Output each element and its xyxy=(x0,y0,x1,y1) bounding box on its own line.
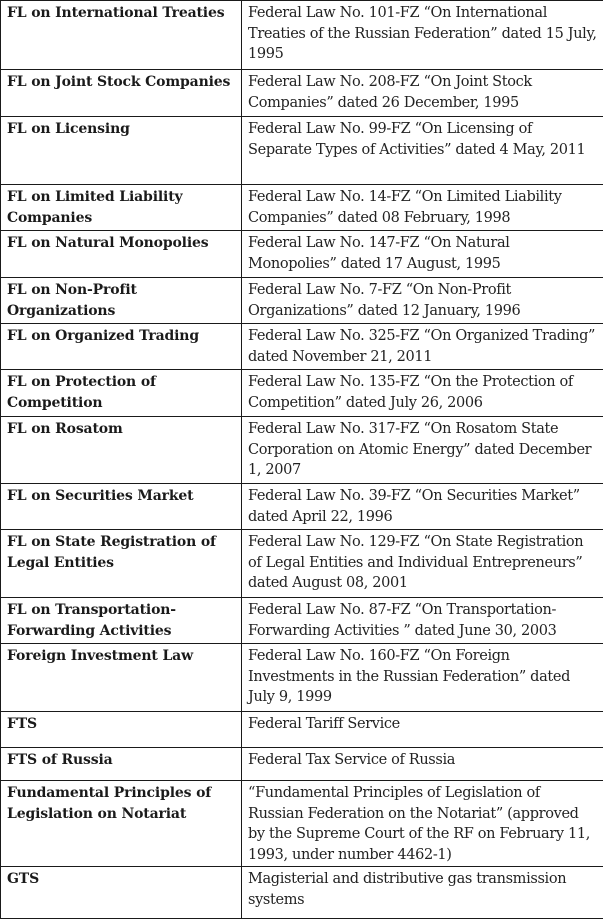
table-row xyxy=(1,644,603,712)
definition-cell: Federal Law No. 39-FZ “On Securities Market” dated April 22, 1996 xyxy=(242,484,603,530)
table-row xyxy=(1,185,603,231)
term-cell: GTS xyxy=(1,867,242,919)
term-cell: FL on Joint Stock Companies xyxy=(1,70,242,117)
term-cell: FL on International Treaties xyxy=(1,1,242,70)
table-row xyxy=(1,417,603,484)
table-row xyxy=(1,370,603,417)
term-cell: FL on State Registration of Legal Entities xyxy=(1,530,242,598)
table-row xyxy=(1,484,603,530)
table-row xyxy=(1,598,603,644)
table-row xyxy=(1,1,603,70)
definition-cell: “Fundamental Principles of Legislation of Russian Federation on the Notariat” (approved by the Supreme Court of the RF on February 11, 1993, under number 4462-1) xyxy=(242,781,603,867)
table-row xyxy=(1,867,603,919)
definition-cell: Federal Tax Service of Russia xyxy=(242,748,603,781)
term-cell: FL on Natural Monopolies xyxy=(1,231,242,278)
term-cell: FL on Non-Profit Organizations xyxy=(1,278,242,324)
table-row xyxy=(1,117,603,185)
definition-cell: Federal Law No. 99-FZ “On Licensing of Separate Types of Activities” dated 4 May, 2011 xyxy=(242,117,603,185)
table-row xyxy=(1,70,603,117)
table-row xyxy=(1,712,603,748)
term-cell: Fundamental Principles of Legislation on Notariat xyxy=(1,781,242,867)
definition-cell: Federal Law No. 160-FZ “On Foreign Investments in the Russian Federation” dated July 9, 1999 xyxy=(242,644,603,712)
term-cell: FL on Protection of Competition xyxy=(1,370,242,417)
term-cell: FL on Securities Market xyxy=(1,484,242,530)
term-cell: FTS of Russia xyxy=(1,748,242,781)
definition-cell: Federal Law No. 208-FZ “On Joint Stock Companies” dated 26 December, 1995 xyxy=(242,70,603,117)
term-cell: Foreign Investment Law xyxy=(1,644,242,712)
definition-cell: Federal Law No. 7-FZ “On Non-Profit Organizations” dated 12 January, 1996 xyxy=(242,278,603,324)
term-cell: FL on Transportation-Forwarding Activities xyxy=(1,598,242,644)
term-cell: FTS xyxy=(1,712,242,748)
term-cell: FL on Rosatom xyxy=(1,417,242,484)
term-cell: FL on Limited Liability Companies xyxy=(1,185,242,231)
term-cell: FL on Organized Trading xyxy=(1,324,242,370)
table-row xyxy=(1,324,603,370)
term-cell: FL on Licensing xyxy=(1,117,242,185)
definition-cell: Magisterial and distributive gas transmission systems xyxy=(242,867,603,919)
definition-cell: Federal Law No. 325-FZ “On Organized Trading” dated November 21, 2011 xyxy=(242,324,603,370)
definition-cell: Federal Law No. 14-FZ “On Limited Liability Companies” dated 08 February, 1998 xyxy=(242,185,603,231)
definition-cell: Federal Tariff Service xyxy=(242,712,603,748)
definition-cell: Federal Law No. 317-FZ “On Rosatom State Corporation on Atomic Energy” dated December 1, 2007 xyxy=(242,417,603,484)
table-row xyxy=(1,781,603,867)
definition-cell: Federal Law No. 147-FZ “On Natural Monopolies” dated 17 August, 1995 xyxy=(242,231,603,278)
table-row xyxy=(1,530,603,598)
definition-cell: Federal Law No. 101-FZ “On International Treaties of the Russian Federation” dated 15 July, 1995 xyxy=(242,1,603,70)
table-row xyxy=(1,231,603,278)
definition-cell: Federal Law No. 135-FZ “On the Protection of Competition” dated July 26, 2006 xyxy=(242,370,603,417)
table-row xyxy=(1,278,603,324)
definition-cell: Federal Law No. 87-FZ “On Transportation-Forwarding Activities ” dated June 30, 2003 xyxy=(242,598,603,644)
definition-cell: Federal Law No. 129-FZ “On State Registration of Legal Entities and Individual Entrepreneurs” dated August 08, 2001 xyxy=(242,530,603,598)
table-row xyxy=(1,748,603,781)
